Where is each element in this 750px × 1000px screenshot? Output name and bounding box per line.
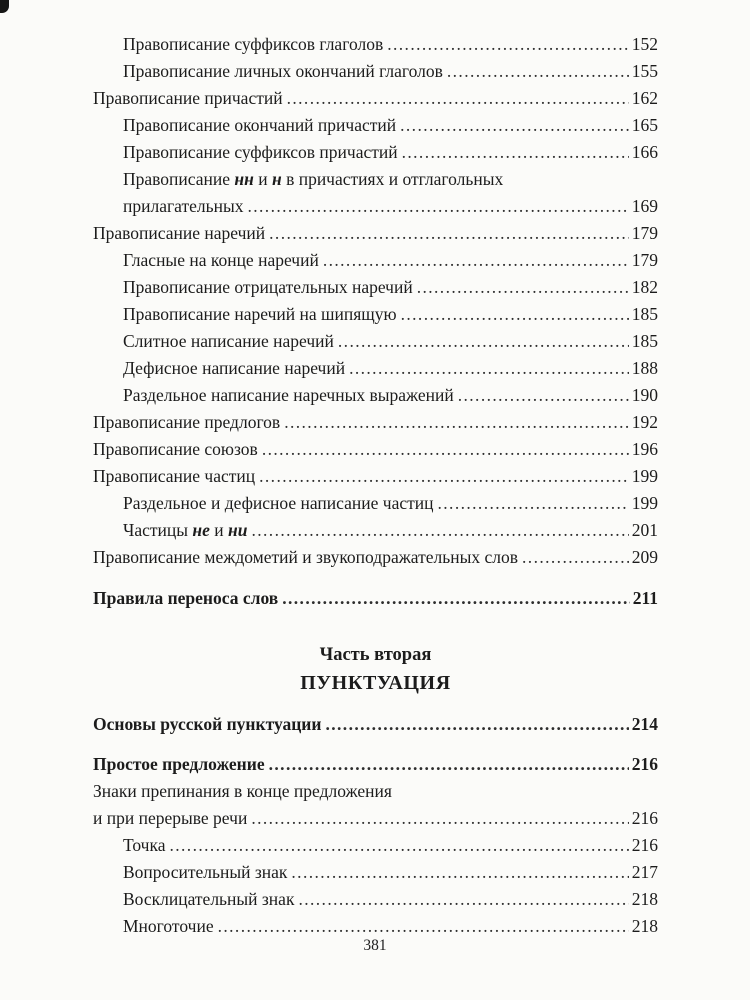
toc-entry-text: Правописание нн и н в причастиях и отглагольных [123, 169, 504, 189]
toc-line [123, 301, 658, 328]
page-ref: 185 [631, 331, 658, 351]
toc-entry-text: Простое предложение [93, 754, 265, 774]
dot-leader [298, 886, 628, 913]
toc-entry-text: Правописание личных окончаний глаголов [123, 61, 443, 81]
dot-leader [291, 859, 628, 886]
toc-entry-text: Правописание суффиксов глаголов [123, 34, 384, 54]
page-number: 381 [363, 937, 387, 954]
emphasized-term: нн [234, 169, 254, 189]
toc-line [123, 193, 658, 220]
toc-entry-text: Точка [123, 835, 166, 855]
toc-entry [93, 247, 658, 274]
page-ref: 162 [631, 88, 658, 108]
toc-line [93, 585, 658, 612]
dot-leader [247, 193, 628, 220]
page-ref: 217 [631, 862, 658, 882]
toc-entry [93, 58, 658, 85]
dot-leader [259, 463, 629, 490]
dot-leader [458, 382, 629, 409]
toc-line [123, 913, 658, 940]
toc-entry [93, 886, 658, 913]
toc-entry-text: Правописание наречий [93, 223, 266, 243]
toc-line [123, 517, 658, 544]
dot-leader [262, 436, 629, 463]
toc-line [123, 58, 658, 85]
dot-leader [417, 274, 629, 301]
toc-line [93, 409, 658, 436]
toc-entry [93, 382, 658, 409]
toc-entry-text: Раздельное написание наречных выражений [123, 385, 454, 405]
dot-leader [218, 913, 629, 940]
toc-entry-text: Правописание союзов [93, 439, 258, 459]
part-title: ПУНКТУАЦИЯ [300, 672, 451, 694]
dot-leader [325, 711, 628, 738]
toc-entry [93, 166, 658, 220]
toc-entry-text: Вопросительный знак [123, 862, 288, 882]
toc-entry [93, 859, 658, 886]
toc-line [93, 436, 658, 463]
toc-entry-text: Правописание частиц [93, 466, 256, 486]
toc-entry [93, 112, 658, 139]
toc-line [123, 355, 658, 382]
toc-entry-text: Правописание причастий [93, 88, 283, 108]
page-ref: 179 [631, 223, 658, 243]
dot-leader [251, 517, 628, 544]
dot-leader [349, 355, 629, 382]
toc-line [123, 166, 658, 193]
dot-leader [323, 247, 629, 274]
toc-entry [93, 585, 658, 612]
toc-line [123, 490, 658, 517]
toc-entry-text: Частицы не и ни [123, 520, 248, 540]
toc-line [123, 859, 658, 886]
toc-line [93, 544, 658, 571]
toc-line [123, 328, 658, 355]
toc-entry-text: Правила переноса слов [93, 588, 279, 608]
dot-leader [338, 328, 629, 355]
page-ref: 155 [631, 61, 658, 81]
toc-entry-text: Слитное написание наречий [123, 331, 334, 351]
toc-line [123, 886, 658, 913]
emphasized-term: н [271, 169, 282, 189]
page-ref: 179 [631, 250, 658, 270]
page-ref: 190 [631, 385, 658, 405]
dot-leader [169, 832, 628, 859]
page-ref: 211 [632, 588, 658, 608]
toc-entry [93, 832, 658, 859]
dot-leader [438, 490, 629, 517]
page-ref: 214 [631, 714, 658, 734]
toc-entry [93, 355, 658, 382]
toc-line [93, 778, 658, 805]
toc-line [93, 805, 658, 832]
toc-entry [93, 751, 658, 778]
toc-entry [93, 544, 658, 571]
page-ref: 209 [631, 547, 658, 567]
emphasized-term: не [192, 520, 210, 540]
page-ref: 218 [631, 889, 658, 909]
toc-entry [93, 85, 658, 112]
toc-entry-text: Дефисное написание наречий [123, 358, 346, 378]
toc-entry-text: Правописание наречий на шипящую [123, 304, 397, 324]
dot-leader [522, 544, 629, 571]
toc-entry [93, 436, 658, 463]
toc-entry [93, 328, 658, 355]
toc-entry [93, 463, 658, 490]
toc-entry [93, 139, 658, 166]
dot-leader [400, 112, 629, 139]
toc-entry [93, 274, 658, 301]
dot-leader [282, 585, 629, 612]
toc-entry [93, 778, 658, 832]
toc-entry [93, 301, 658, 328]
dot-leader [269, 220, 629, 247]
toc-entry [93, 31, 658, 58]
part-name: Часть вторая [319, 645, 432, 665]
toc-entry-text: Восклицательный знак [123, 889, 295, 909]
toc-entry [93, 220, 658, 247]
page-ref: 216 [631, 835, 658, 855]
dot-leader [284, 409, 629, 436]
toc-line [93, 85, 658, 112]
dot-leader [387, 31, 629, 58]
page-ref: 166 [631, 142, 658, 162]
toc-entry [93, 913, 658, 940]
page-ref: 216 [631, 808, 658, 828]
toc-entry-text: Многоточие [123, 916, 214, 936]
toc-line [123, 112, 658, 139]
toc-entry [93, 490, 658, 517]
toc-line [123, 139, 658, 166]
toc-entry-text: Правописание суффиксов причастий [123, 142, 398, 162]
toc-line [93, 751, 658, 778]
toc-entry-text: Правописание отрицательных наречий [123, 277, 413, 297]
page-ref: 216 [631, 754, 658, 774]
toc-line [123, 247, 658, 274]
dot-leader [447, 58, 629, 85]
page-ref: 185 [631, 304, 658, 324]
toc-entry [93, 711, 658, 738]
page-ref: 152 [631, 34, 658, 54]
page-ref: 165 [631, 115, 658, 135]
table-of-contents [93, 31, 658, 940]
toc-line [123, 274, 658, 301]
dot-leader [401, 301, 629, 328]
toc-line [123, 382, 658, 409]
toc-entry-text: и при перерыве речи [93, 808, 248, 828]
page-ref: 201 [631, 520, 658, 540]
toc-entry-text: Основы русской пунктуации [93, 714, 322, 734]
toc-line [123, 31, 658, 58]
part-heading [93, 641, 658, 698]
toc-entry [93, 409, 658, 436]
toc-entry-text: Правописание предлогов [93, 412, 281, 432]
dot-leader [251, 805, 628, 832]
page-ref: 196 [631, 439, 658, 459]
toc-line [93, 463, 658, 490]
toc-line [93, 220, 658, 247]
toc-entry-text: Знаки препинания в конце предложения [93, 781, 392, 801]
page-ref: 188 [631, 358, 658, 378]
dot-leader [287, 85, 629, 112]
page-ref: 218 [631, 916, 658, 936]
toc-entry-text: Правописание окончаний причастий [123, 115, 397, 135]
toc-entry-text: Правописание междометий и звукоподражательных слов [93, 547, 519, 567]
dot-leader [402, 139, 629, 166]
toc-entry-text: Гласные на конце наречий [123, 250, 319, 270]
emphasized-term: ни [228, 520, 248, 540]
toc-entry-text: Раздельное и дефисное написание частиц [123, 493, 434, 513]
page-ref: 182 [631, 277, 658, 297]
toc-entry-text: прилагательных [123, 196, 244, 216]
dot-leader [269, 751, 629, 778]
page-ref: 192 [631, 412, 658, 432]
toc-entry [93, 517, 658, 544]
page-ref: 199 [631, 493, 658, 513]
toc-line [93, 711, 658, 738]
page-ref: 199 [631, 466, 658, 486]
toc-line [123, 832, 658, 859]
page-ref: 169 [631, 196, 658, 216]
